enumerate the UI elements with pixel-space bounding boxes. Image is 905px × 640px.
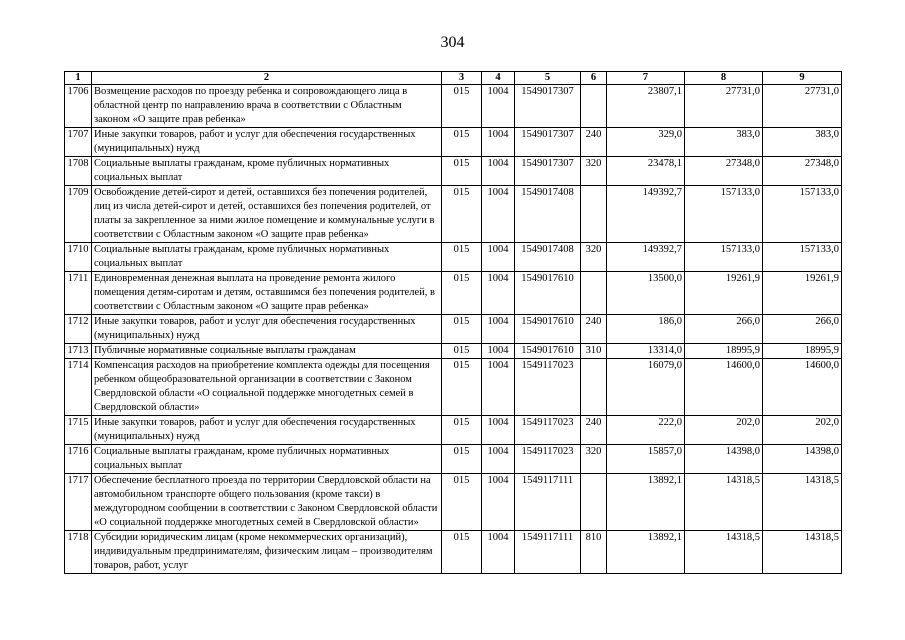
row-description: Иные закупки товаров, работ и услуг для обеспечения государственных (муниципальных) нужд (92, 315, 442, 344)
row-code-ministry: 015 (442, 344, 482, 359)
table-row (65, 315, 842, 344)
row-amount-year-2: 19261,9 (685, 272, 763, 315)
table-row (65, 186, 842, 243)
col-header-1: 1 (65, 72, 92, 85)
row-code-ministry: 015 (442, 416, 482, 445)
row-amount-year-1: 13892,1 (607, 474, 685, 531)
table-row (65, 243, 842, 272)
row-number: 1714 (65, 359, 92, 416)
row-amount-year-1: 13314,0 (607, 344, 685, 359)
row-amount-year-1: 186,0 (607, 315, 685, 344)
table-row (65, 474, 842, 531)
row-amount-year-1: 222,0 (607, 416, 685, 445)
row-code-ministry: 015 (442, 315, 482, 344)
row-number: 1709 (65, 186, 92, 243)
table-row (65, 531, 842, 574)
row-amount-year-3: 14398,0 (763, 445, 842, 474)
row-description: Освобождение детей-сирот и детей, оставшихся без попечения родителей, лиц из числа детей-сирот и детей, оставшихся без попечения родителей, от платы за закрепленное за ними жилое помещение и коммунальные услуги в соответствии с Областным законом «О защите прав ребенка» (92, 186, 442, 243)
row-code-expense-type (581, 186, 607, 243)
row-description: Единовременная денежная выплата на проведение ремонта жилого помещения детям-сиротам и детям, оставшимся без попечения родителей, в соответствии с Областным законом «О защите прав ребенка» (92, 272, 442, 315)
row-amount-year-1: 13892,1 (607, 531, 685, 574)
row-code-target: 1549117111 (515, 531, 581, 574)
row-description: Иные закупки товаров, работ и услуг для обеспечения государственных (муниципальных) нужд (92, 416, 442, 445)
row-amount-year-2: 27348,0 (685, 157, 763, 186)
row-amount-year-1: 15857,0 (607, 445, 685, 474)
row-amount-year-3: 19261,9 (763, 272, 842, 315)
row-amount-year-2: 14318,5 (685, 531, 763, 574)
col-header-2: 2 (92, 72, 442, 85)
row-number: 1708 (65, 157, 92, 186)
row-amount-year-1: 23807,1 (607, 85, 685, 128)
row-code-ministry: 015 (442, 186, 482, 243)
col-header-6: 6 (581, 72, 607, 85)
table-body (65, 85, 842, 574)
row-code-section: 1004 (482, 344, 515, 359)
row-code-ministry: 015 (442, 359, 482, 416)
row-code-expense-type: 320 (581, 157, 607, 186)
row-amount-year-2: 383,0 (685, 128, 763, 157)
row-amount-year-1: 13500,0 (607, 272, 685, 315)
budget-table (64, 71, 842, 574)
row-code-section: 1004 (482, 531, 515, 574)
row-amount-year-3: 266,0 (763, 315, 842, 344)
row-code-section: 1004 (482, 157, 515, 186)
row-amount-year-2: 157133,0 (685, 186, 763, 243)
table-row (65, 416, 842, 445)
table-row (65, 359, 842, 416)
row-amount-year-3: 14318,5 (763, 531, 842, 574)
row-code-ministry: 015 (442, 85, 482, 128)
table-row (65, 157, 842, 186)
row-amount-year-1: 329,0 (607, 128, 685, 157)
row-code-target: 1549117111 (515, 474, 581, 531)
row-code-ministry: 015 (442, 157, 482, 186)
row-code-expense-type: 240 (581, 416, 607, 445)
row-code-ministry: 015 (442, 474, 482, 531)
table-row (65, 128, 842, 157)
col-header-7: 7 (607, 72, 685, 85)
row-code-section: 1004 (482, 128, 515, 157)
row-code-section: 1004 (482, 186, 515, 243)
row-amount-year-3: 202,0 (763, 416, 842, 445)
row-code-target: 1549017610 (515, 272, 581, 315)
row-number: 1707 (65, 128, 92, 157)
row-amount-year-3: 14600,0 (763, 359, 842, 416)
row-description: Обеспечение бесплатного проезда по территории Свердловской области на автомобильном транспорте общего пользования (кроме такси) в междугородном сообщении в соответствии с Законом Свердловской области «О социальной поддержке многодетных семей в Свердловской области» (92, 474, 442, 531)
row-code-ministry: 015 (442, 531, 482, 574)
row-code-section: 1004 (482, 445, 515, 474)
row-code-ministry: 015 (442, 243, 482, 272)
row-amount-year-2: 14318,5 (685, 474, 763, 531)
row-code-section: 1004 (482, 85, 515, 128)
row-code-ministry: 015 (442, 128, 482, 157)
row-amount-year-2: 14600,0 (685, 359, 763, 416)
row-description: Социальные выплаты гражданам, кроме публичных нормативных социальных выплат (92, 445, 442, 474)
row-code-section: 1004 (482, 272, 515, 315)
row-amount-year-3: 18995,9 (763, 344, 842, 359)
row-amount-year-1: 16079,0 (607, 359, 685, 416)
row-description: Возмещение расходов по проезду ребенка и сопровождающего лица в областной центр по направлению врача в соответствии с Областным законом «О защите прав ребенка» (92, 85, 442, 128)
row-description: Публичные нормативные социальные выплаты гражданам (92, 344, 442, 359)
row-amount-year-2: 202,0 (685, 416, 763, 445)
row-amount-year-2: 14398,0 (685, 445, 763, 474)
col-header-4: 4 (482, 72, 515, 85)
row-amount-year-3: 27731,0 (763, 85, 842, 128)
row-amount-year-3: 383,0 (763, 128, 842, 157)
row-amount-year-2: 18995,9 (685, 344, 763, 359)
row-code-target: 1549017408 (515, 243, 581, 272)
row-amount-year-3: 14318,5 (763, 474, 842, 531)
row-number: 1715 (65, 416, 92, 445)
table-row (65, 272, 842, 315)
row-code-expense-type: 310 (581, 344, 607, 359)
row-code-expense-type: 240 (581, 128, 607, 157)
row-number: 1716 (65, 445, 92, 474)
col-header-5: 5 (515, 72, 581, 85)
row-description: Социальные выплаты гражданам, кроме публичных нормативных социальных выплат (92, 243, 442, 272)
row-code-section: 1004 (482, 416, 515, 445)
row-code-target: 1549017610 (515, 344, 581, 359)
row-code-target: 1549017307 (515, 128, 581, 157)
row-amount-year-2: 157133,0 (685, 243, 763, 272)
row-code-expense-type (581, 474, 607, 531)
table-row (65, 85, 842, 128)
row-number: 1711 (65, 272, 92, 315)
row-code-section: 1004 (482, 243, 515, 272)
row-description: Социальные выплаты гражданам, кроме публичных нормативных социальных выплат (92, 157, 442, 186)
row-description: Субсидии юридическим лицам (кроме некоммерческих организаций), индивидуальным предпринимателям, физическим лицам – производителям товаров, работ, услуг (92, 531, 442, 574)
row-code-expense-type (581, 272, 607, 315)
row-code-expense-type: 240 (581, 315, 607, 344)
row-number: 1717 (65, 474, 92, 531)
row-code-target: 1549017307 (515, 85, 581, 128)
row-amount-year-2: 27731,0 (685, 85, 763, 128)
row-amount-year-3: 27348,0 (763, 157, 842, 186)
row-amount-year-3: 157133,0 (763, 243, 842, 272)
row-amount-year-2: 266,0 (685, 315, 763, 344)
row-code-expense-type: 320 (581, 445, 607, 474)
row-description: Компенсация расходов на приобретение комплекта одежды для посещения ребенком общеобразовательной организации в соответствии с Законом Свердловской области «О социальной поддержке многодетных семей в Свердловской области» (92, 359, 442, 416)
page-number: 304 (440, 34, 465, 51)
row-code-target: 1549017610 (515, 315, 581, 344)
col-header-8: 8 (685, 72, 763, 85)
row-amount-year-1: 149392,7 (607, 243, 685, 272)
row-code-expense-type: 320 (581, 243, 607, 272)
row-code-section: 1004 (482, 474, 515, 531)
table-row (65, 344, 842, 359)
row-description: Иные закупки товаров, работ и услуг для обеспечения государственных (муниципальных) нужд (92, 128, 442, 157)
row-number: 1712 (65, 315, 92, 344)
row-code-section: 1004 (482, 359, 515, 416)
col-header-9: 9 (763, 72, 842, 85)
header-row (65, 72, 842, 85)
row-code-target: 1549117023 (515, 359, 581, 416)
row-code-expense-type (581, 85, 607, 128)
row-code-ministry: 015 (442, 272, 482, 315)
row-code-target: 1549017408 (515, 186, 581, 243)
row-number: 1713 (65, 344, 92, 359)
row-code-target: 1549117023 (515, 416, 581, 445)
row-amount-year-1: 149392,7 (607, 186, 685, 243)
row-code-target: 1549017307 (515, 157, 581, 186)
row-amount-year-1: 23478,1 (607, 157, 685, 186)
row-number: 1706 (65, 85, 92, 128)
row-code-target: 1549117023 (515, 445, 581, 474)
row-code-expense-type: 810 (581, 531, 607, 574)
row-code-ministry: 015 (442, 445, 482, 474)
row-code-section: 1004 (482, 315, 515, 344)
row-amount-year-3: 157133,0 (763, 186, 842, 243)
col-header-3: 3 (442, 72, 482, 85)
table-row (65, 445, 842, 474)
row-number: 1710 (65, 243, 92, 272)
row-code-expense-type (581, 359, 607, 416)
row-number: 1718 (65, 531, 92, 574)
